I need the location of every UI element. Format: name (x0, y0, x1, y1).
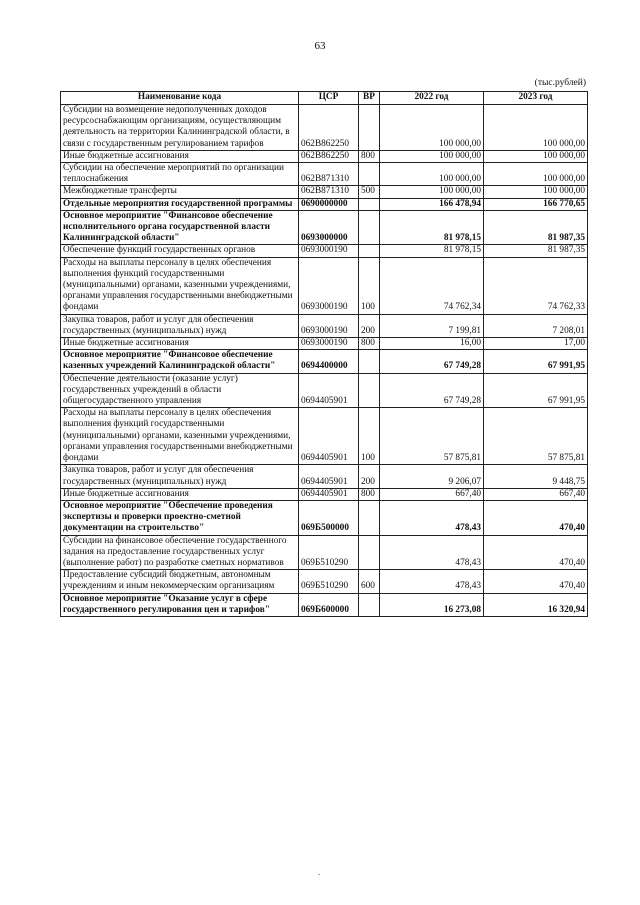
row-vr-cell (359, 593, 380, 616)
row-csr-cell: 062В871310 (299, 186, 359, 198)
table-row (61, 186, 588, 198)
row-2023-cell: 470,40 (484, 535, 588, 570)
row-csr-cell: 0690000000 (299, 198, 359, 210)
page-number: 63 (314, 40, 326, 52)
header-csr: ЦСР (299, 92, 359, 105)
row-name-cell: Иные бюджетные ассигнования (61, 338, 299, 350)
row-name-cell: Расходы на выплаты персоналу в целях обеспечения выполнения функций государственными (муниципальными) органами, казенными учреждениями, органами управления государственными внебюджетными фондами (61, 257, 299, 314)
row-vr-cell: 600 (359, 570, 380, 593)
row-2023-cell: 57 875,81 (484, 408, 588, 465)
table-body (61, 105, 588, 617)
row-2023-cell: 81 987,35 (484, 210, 588, 245)
row-2022-cell: 74 762,34 (380, 257, 484, 314)
table-row (61, 465, 588, 488)
row-csr-cell: 0693000190 (299, 314, 359, 337)
row-vr-cell (359, 373, 380, 408)
table-row (61, 210, 588, 245)
row-2022-cell: 67 749,28 (380, 350, 484, 373)
row-vr-cell (359, 535, 380, 570)
row-name-cell: Межбюджетные трансферты (61, 186, 299, 198)
row-2023-cell: 100 000,00 (484, 150, 588, 162)
row-vr-cell: 200 (359, 314, 380, 337)
row-vr-cell (359, 500, 380, 535)
row-2022-cell: 100 000,00 (380, 150, 484, 162)
units-label: (тыс.рублей) (534, 78, 586, 88)
row-2022-cell: 81 978,15 (380, 245, 484, 257)
row-2023-cell: 74 762,33 (484, 257, 588, 314)
table-row (61, 105, 588, 151)
row-2023-cell: 100 000,00 (484, 186, 588, 198)
row-2022-cell: 100 000,00 (380, 186, 484, 198)
row-name-cell: Основное мероприятие "Финансовое обеспечение исполнительного органа государственной власти Калининградской области" (61, 210, 299, 245)
row-vr-cell: 800 (359, 150, 380, 162)
footer-mark: . (318, 868, 320, 877)
row-2022-cell: 16 273,08 (380, 593, 484, 616)
row-2023-cell: 9 448,75 (484, 465, 588, 488)
table-row (61, 163, 588, 186)
table-row (61, 593, 588, 616)
table-row (61, 257, 588, 314)
row-2022-cell: 478,43 (380, 500, 484, 535)
table-row (61, 245, 588, 257)
row-2022-cell: 100 000,00 (380, 163, 484, 186)
row-name-cell: Основное мероприятие "Финансовое обеспечение казенных учреждений Калининградской области" (61, 350, 299, 373)
row-2022-cell: 81 978,15 (380, 210, 484, 245)
row-vr-cell: 500 (359, 186, 380, 198)
row-csr-cell: 0694405901 (299, 408, 359, 465)
table-row (61, 408, 588, 465)
header-name: Наименование кода (61, 92, 299, 105)
row-name-cell: Основное мероприятие "Оказание услуг в сфере государственного регулирования цен и тарифов" (61, 593, 299, 616)
row-vr-cell: 800 (359, 338, 380, 350)
row-vr-cell: 800 (359, 488, 380, 500)
row-name-cell: Закупка товаров, работ и услуг для обеспечения государственных (муниципальных) нужд (61, 465, 299, 488)
row-vr-cell (359, 245, 380, 257)
row-2023-cell: 67 991,95 (484, 373, 588, 408)
row-name-cell: Закупка товаров, работ и услуг для обеспечения государственных (муниципальных) нужд (61, 314, 299, 337)
row-csr-cell: 0694400000 (299, 350, 359, 373)
row-2022-cell: 16,00 (380, 338, 484, 350)
table-row (61, 350, 588, 373)
row-name-cell: Отдельные мероприятия государственной программы (61, 198, 299, 210)
row-vr-cell (359, 210, 380, 245)
row-2023-cell: 470,40 (484, 500, 588, 535)
header-2022: 2022 год (380, 92, 484, 105)
table-row (61, 373, 588, 408)
row-2022-cell: 7 199,81 (380, 314, 484, 337)
header-vr: ВР (359, 92, 380, 105)
row-2022-cell: 100 000,00 (380, 105, 484, 151)
row-csr-cell: 062В871310 (299, 163, 359, 186)
table-row (61, 535, 588, 570)
table-row (61, 338, 588, 350)
row-2022-cell: 67 749,28 (380, 373, 484, 408)
row-csr-cell: 069Б510290 (299, 535, 359, 570)
table-row (61, 314, 588, 337)
row-2023-cell: 470,40 (484, 570, 588, 593)
row-vr-cell: 200 (359, 465, 380, 488)
table-row (61, 500, 588, 535)
row-name-cell: Субсидии на финансовое обеспечение государственного задания на предоставление государственных услуг (выполнение работ) по разработке сметных нормативов (61, 535, 299, 570)
row-name-cell: Расходы на выплаты персоналу в целях обеспечения выполнения функций государственными (муниципальными) органами, казенными учреждениями, органами управления государственными внебюджетными фондами (61, 408, 299, 465)
row-csr-cell: 0693000190 (299, 338, 359, 350)
row-2023-cell: 667,40 (484, 488, 588, 500)
row-2023-cell: 166 770,65 (484, 198, 588, 210)
table-row (61, 488, 588, 500)
table-row (61, 570, 588, 593)
row-vr-cell (359, 163, 380, 186)
row-csr-cell: 062В862250 (299, 105, 359, 151)
row-name-cell: Обеспечение функций государственных органов (61, 245, 299, 257)
row-vr-cell (359, 350, 380, 373)
row-2022-cell: 667,40 (380, 488, 484, 500)
row-2023-cell: 100 000,00 (484, 163, 588, 186)
row-csr-cell: 0693000000 (299, 210, 359, 245)
row-csr-cell: 069Б510290 (299, 570, 359, 593)
row-2023-cell: 67 991,95 (484, 350, 588, 373)
row-vr-cell (359, 198, 380, 210)
row-csr-cell: 0693000190 (299, 257, 359, 314)
row-name-cell: Иные бюджетные ассигнования (61, 488, 299, 500)
row-2023-cell: 7 208,01 (484, 314, 588, 337)
row-2022-cell: 166 478,94 (380, 198, 484, 210)
row-2022-cell: 57 875,81 (380, 408, 484, 465)
row-csr-cell: 069Б500000 (299, 500, 359, 535)
row-name-cell: Предоставление субсидий бюджетным, автономным учреждениям и иным некоммерческим организациям (61, 570, 299, 593)
row-name-cell: Основное мероприятие "Обеспечение проведения экспертизы и проверки проектно-сметной документации на строительство" (61, 500, 299, 535)
row-csr-cell: 0694405901 (299, 465, 359, 488)
row-vr-cell (359, 105, 380, 151)
row-2023-cell: 16 320,94 (484, 593, 588, 616)
row-name-cell: Субсидии на возмещение недополученных доходов ресурсоснабжающим организациям, осуществляющим деятельность на территории Калининградской области, в связи с государственным регулированием тарифов (61, 105, 299, 151)
row-name-cell: Иные бюджетные ассигнования (61, 150, 299, 162)
row-name-cell: Субсидии на обеспечение мероприятий по организации теплоснабжения (61, 163, 299, 186)
row-name-cell: Обеспечение деятельности (оказание услуг) государственных учреждений в области общегосударственного управления (61, 373, 299, 408)
row-csr-cell: 062В862250 (299, 150, 359, 162)
table-row (61, 150, 588, 162)
row-2023-cell: 81 987,35 (484, 245, 588, 257)
row-csr-cell: 0694405901 (299, 488, 359, 500)
table-row (61, 198, 588, 210)
table-header-row (61, 92, 588, 105)
budget-table (60, 91, 588, 617)
row-2022-cell: 478,43 (380, 570, 484, 593)
row-vr-cell: 100 (359, 257, 380, 314)
row-2023-cell: 100 000,00 (484, 105, 588, 151)
row-2023-cell: 17,00 (484, 338, 588, 350)
row-csr-cell: 0694405901 (299, 373, 359, 408)
row-csr-cell: 0693000190 (299, 245, 359, 257)
row-csr-cell: 069Б600000 (299, 593, 359, 616)
header-2023: 2023 год (484, 92, 588, 105)
row-vr-cell: 100 (359, 408, 380, 465)
row-2022-cell: 478,43 (380, 535, 484, 570)
row-2022-cell: 9 206,07 (380, 465, 484, 488)
